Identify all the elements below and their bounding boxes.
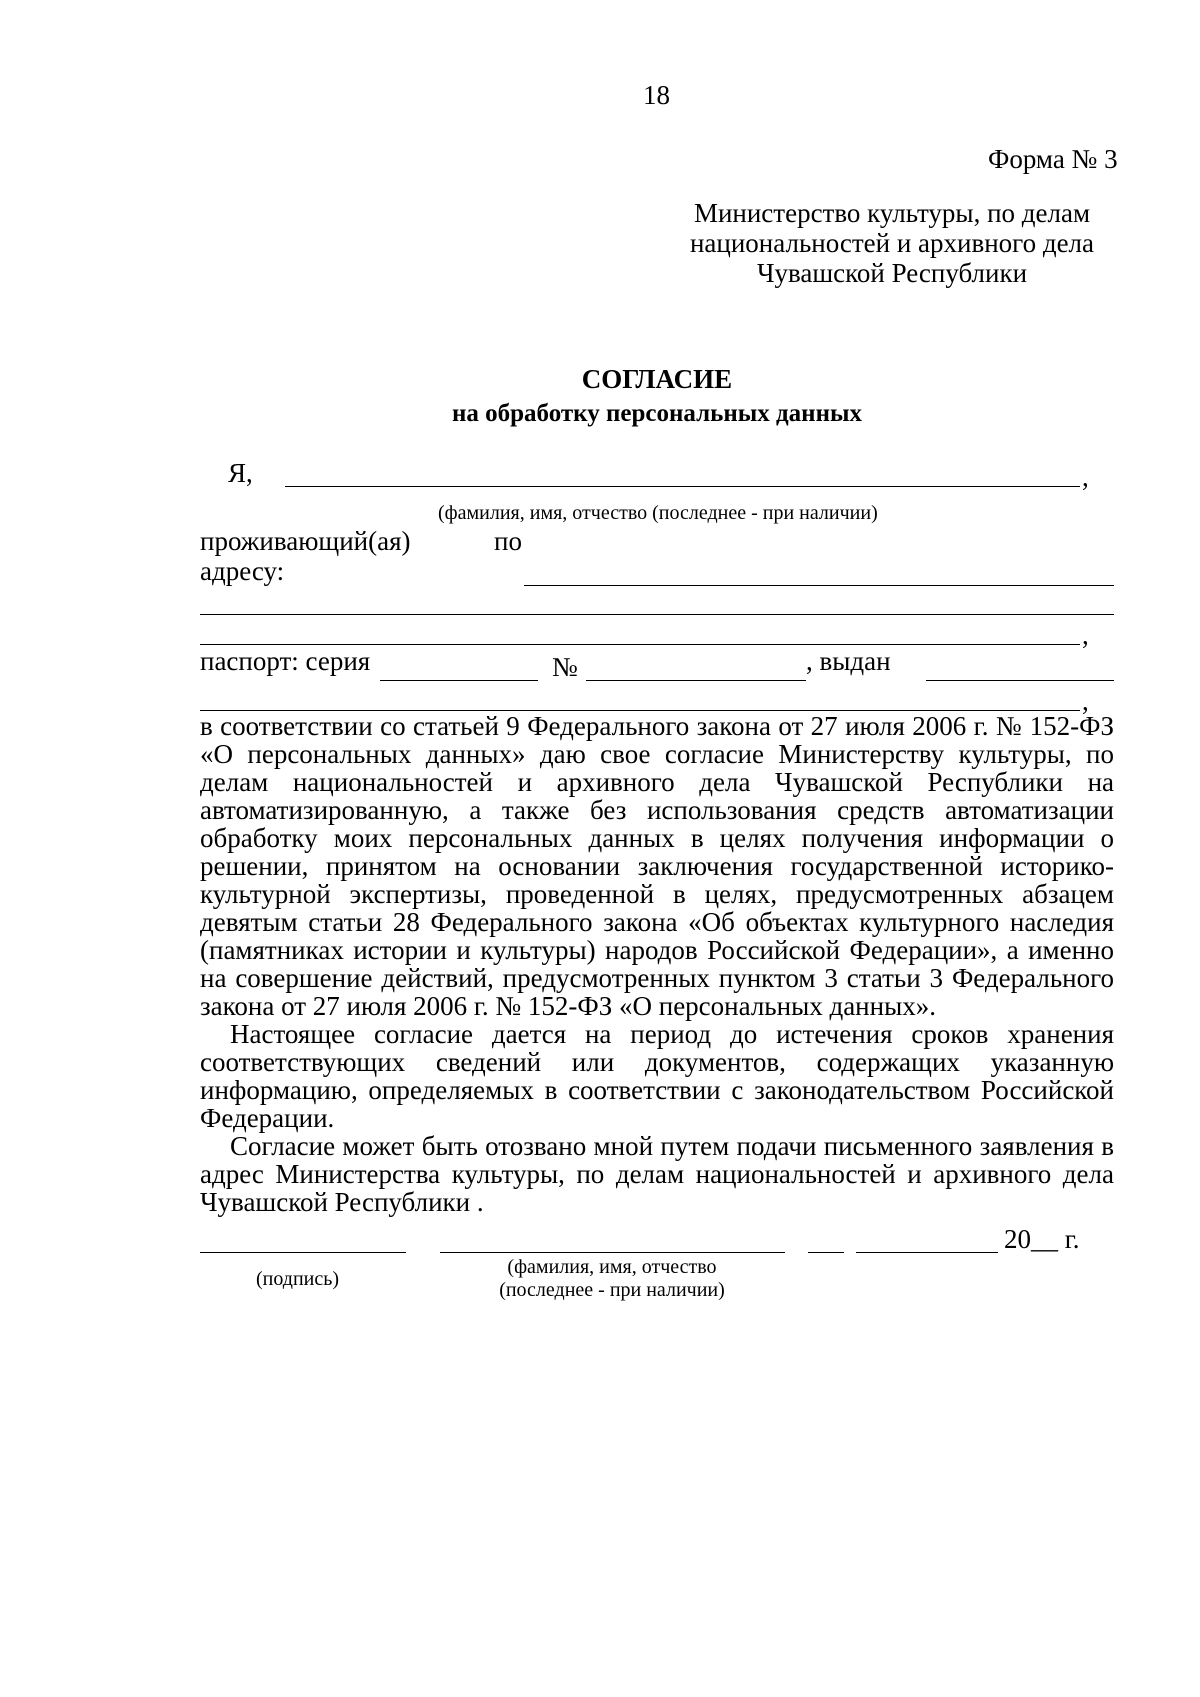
address-input-line-2[interactable]: [200, 614, 1114, 615]
signature-caption: (подпись): [256, 1268, 340, 1290]
addressee-line-1: Министерство культуры, по делам: [693, 198, 1091, 228]
signature-line[interactable]: [200, 1252, 406, 1253]
signature-fio-caption-line-2: (последнее - при наличии): [499, 1279, 725, 1301]
signature-fio-caption-line-1: (фамилия, имя, отчество: [507, 1256, 717, 1278]
passport-issued-line-1[interactable]: [926, 680, 1114, 681]
date-day-line[interactable]: [808, 1252, 844, 1253]
page-number: 18: [643, 80, 670, 110]
address-input-line-1[interactable]: [524, 585, 1114, 586]
fio-caption: (фамилия, имя, отчество (последнее - при наличии): [438, 502, 878, 524]
residence-label: проживающий(ая): [200, 526, 411, 556]
address-comma: ,: [1082, 620, 1089, 650]
date-year-text: 20__ г.: [1004, 1224, 1080, 1254]
address-label: адресу:: [200, 556, 285, 586]
residence-po: по: [494, 526, 522, 556]
document-subtitle: на обработку персональных данных: [452, 400, 862, 427]
addressee-line-2: национальностей и архивного дела: [689, 228, 1095, 258]
consent-paragraph-1: в соответствии со статьей 9 Федерального закона от 27 июля 2006 г. № 152-ФЗ «О персональных данных» даю свое согласие Министерству культуры, по делам национальностей и архивного дела Чувашской Республики на автоматизированную, а также без использования средств автоматизации обработку моих персональных данных в целях получения информации о решении, принятом на основании заключения государственной историко-культурной экспертизы, проведенной в целях, предусмотренных абзацем девятым статьи 28 Федерального закона «Об объектах культурного наследия (памятниках истории и культуры) народов Российской Федерации», а именно на совершение действий, предусмотренных пунктом 3 статьи 3 Федерального закона от 27 июля 2006 г. № 152-ФЗ «О персональных данных».: [200, 711, 1114, 1021]
fio-comma: ,: [1082, 462, 1089, 492]
fio-input-line[interactable]: [285, 486, 1080, 487]
address-input-line-3[interactable]: [200, 644, 1080, 645]
form-label: Форма № 3: [988, 144, 1118, 174]
signature-fio-line[interactable]: [440, 1252, 785, 1253]
passport-issued-label: , выдан: [806, 646, 891, 676]
consent-paragraph-2: Настоящее согласие дается на период до истечения сроков хранения соответствующих сведений или документов, содержащих указанную информацию, определяемых в соответствии с законодательством Российской Федерации.: [200, 1019, 1114, 1133]
addressee-line-3: Чувашской Республики: [756, 258, 1028, 288]
passport-series-line[interactable]: [380, 680, 538, 681]
consent-body: [200, 712, 1114, 1216]
i-label: Я,: [228, 458, 253, 488]
date-month-line[interactable]: [856, 1252, 998, 1253]
addressee-block: [682, 198, 1102, 288]
passport-number-label: №: [552, 652, 578, 682]
consent-paragraph-3: Согласие может быть отозвано мной путем подачи письменного заявления в адрес Министерства культуры, по делам национальностей и архивного дела Чувашской Республики .: [200, 1131, 1114, 1217]
passport-comma: ,: [1082, 686, 1089, 716]
passport-label: паспорт: серия: [200, 646, 371, 676]
passport-number-line[interactable]: [586, 680, 806, 681]
signature-fio-caption: [462, 1256, 762, 1302]
document-title: СОГЛАСИЕ: [581, 364, 733, 394]
